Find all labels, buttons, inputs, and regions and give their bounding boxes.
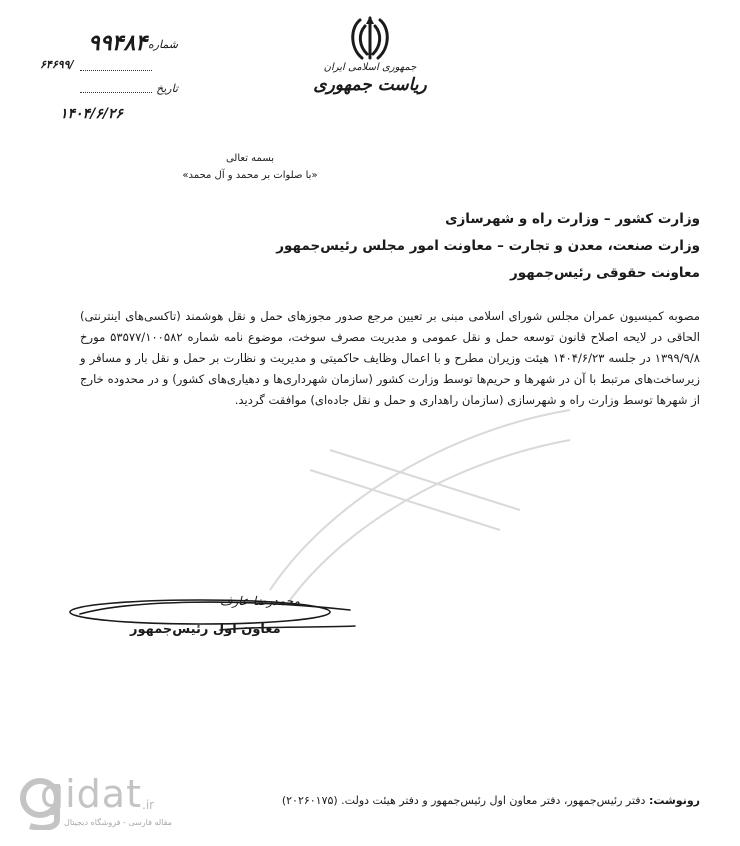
official-stamp-icon xyxy=(250,390,580,610)
signatory-name: محمدرضا عارف xyxy=(220,594,300,608)
cc-label: رونوشت: xyxy=(648,794,700,807)
letter-date: ۱۴۰۴/۶/۲۶ xyxy=(60,106,123,122)
letter-body xyxy=(80,306,700,411)
date-row xyxy=(40,78,180,100)
signatory-title: معاون اول رئیس‌جمهور xyxy=(130,622,281,637)
invocation-line: بسمه تعالی xyxy=(225,153,275,164)
cc-line xyxy=(282,794,700,807)
second-number-row xyxy=(40,56,180,78)
date-label: تاریخ xyxy=(156,82,178,95)
country-label: جمهوری اسلامی ایران xyxy=(323,62,417,73)
recipient-line: وزارت کشور – وزارت راه و شهرسازی xyxy=(445,211,700,227)
watermark-tagline: مقاله فارسی - فروشگاه دیجیتال xyxy=(64,818,172,827)
iran-emblem-icon xyxy=(346,14,394,64)
second-number: ۶۴۶۹۹/ xyxy=(40,58,74,71)
dotted-line xyxy=(80,92,152,93)
body-paragraph: مصوبه کمیسیون عمران مجلس شورای اسلامی مبنی بر تعیین مرجع صدور مجوزهای حمل و نقل هوشمند (تاکسی‌های اینترنتی) الحاقی در لایحه اصلاح قانون توسعه حمل و نقل عمومی و مدیریت مصرف سوخت، موضوع نامه شماره ۵۳۵۷۷/۱۰۰۵۸۲ مورخ ۱۳۹۹/۹/۸ در جلسه ۱۴۰۴/۶/۲۳ هیئت وزیران مطرح و با اعمال وظایف حاکمیتی و مدیریت و نظارت بر حمل و نقل بار و مسافر و زیرساخت‌های مرتبط با آن در شهرها و حریم‌ها توسط وزارت کشور (سازمان شهرداری‌ها و دهیاری‌های کشور) و در محدوده خارج از شهرها توسط وزارت راه و شهرسازی (سازمان راهداری و حمل و نقل جاده‌ای) موافقت گردید. xyxy=(80,309,701,407)
invocation-line: «با صلوات بر محمد و آل محمد» xyxy=(182,170,318,181)
recipients xyxy=(140,206,700,287)
date-value-row xyxy=(40,100,180,122)
letter-number: ۹۹۴۸۴ xyxy=(88,30,148,56)
signature-icon xyxy=(60,590,360,650)
recipient-line: وزارت صنعت، معدن و تجارت – معاونت امور مجلس رئیس‌جمهور xyxy=(276,238,700,254)
watermark-tld: .ir xyxy=(142,798,155,812)
watermark-brand: gidat xyxy=(40,772,142,816)
letter-meta xyxy=(40,30,180,122)
number-row xyxy=(40,30,180,56)
number-label: شماره xyxy=(147,38,178,51)
dotted-line xyxy=(80,70,152,71)
invocation xyxy=(150,150,350,184)
letterhead xyxy=(300,62,440,95)
cc-text: دفتر رئیس‌جمهور، دفتر معاون اول رئیس‌جمهور و دفتر هیئت دولت. (۲۰۲۶۰۱۷۵) xyxy=(281,794,646,807)
recipient-line: معاونت حقوقی رئیس‌جمهور xyxy=(510,265,700,281)
office-label: ریاست جمهوری xyxy=(313,75,427,95)
